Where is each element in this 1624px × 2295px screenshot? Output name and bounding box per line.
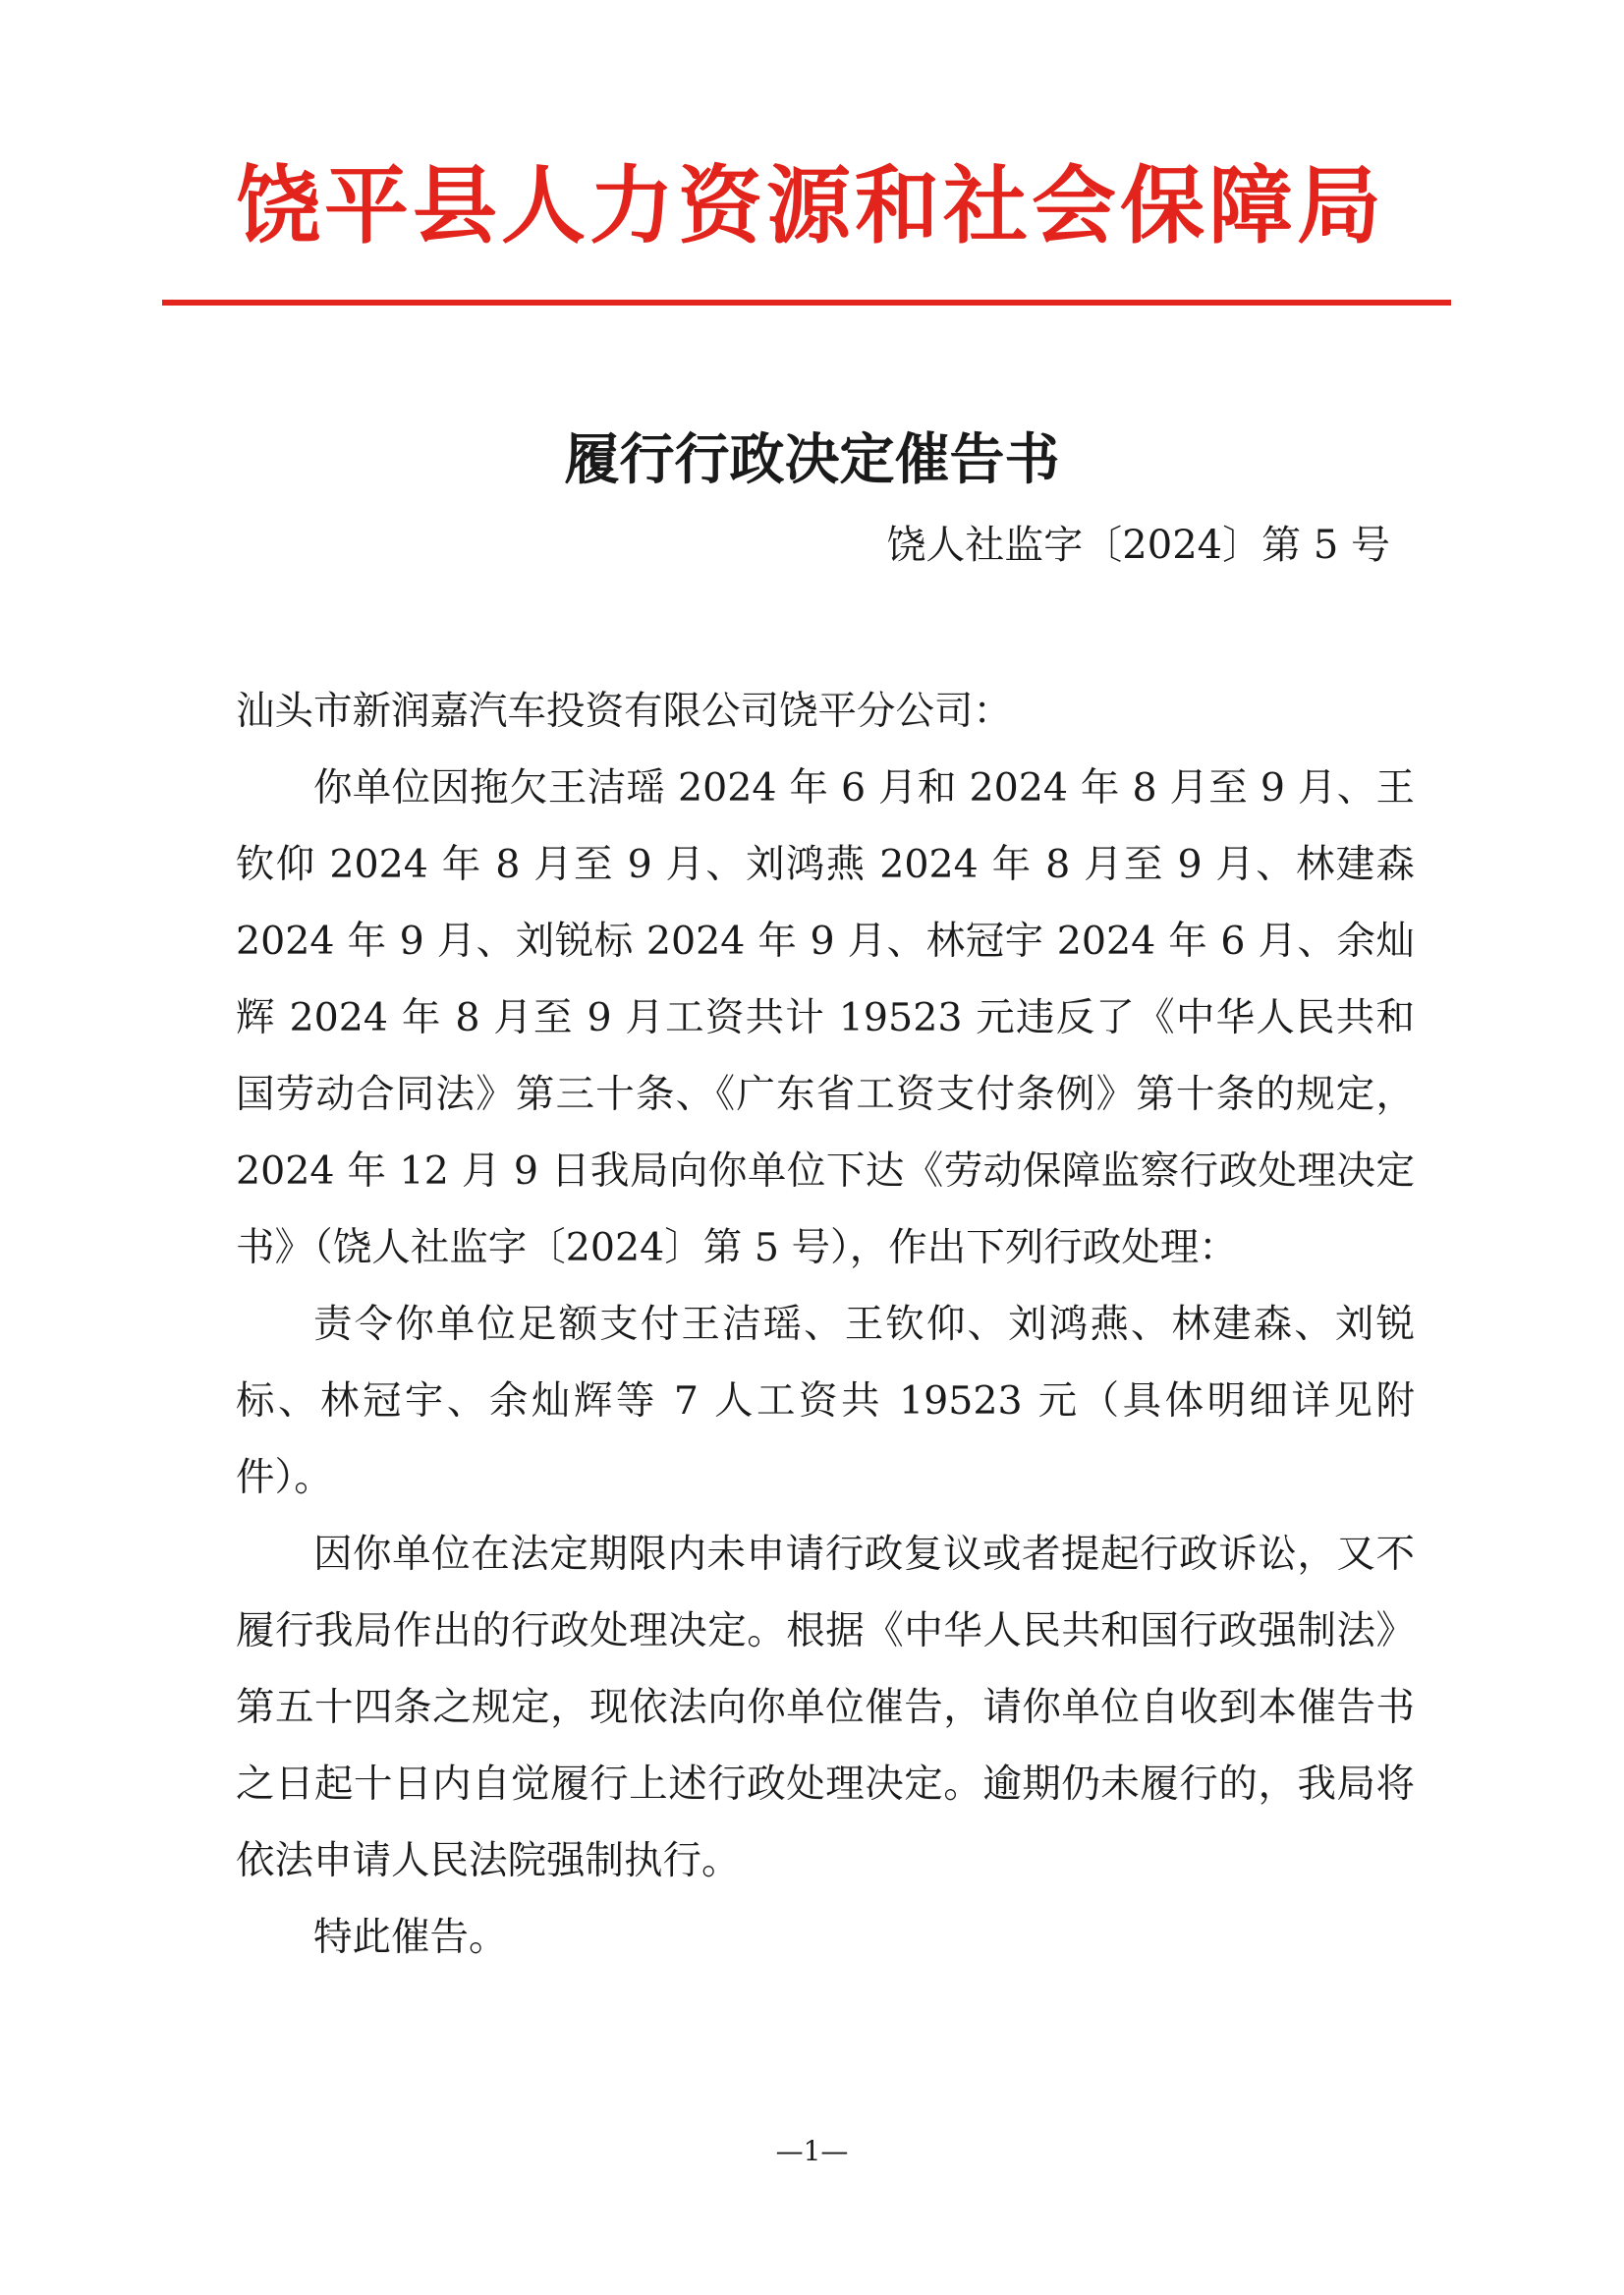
document-body <box>236 673 1415 1976</box>
body-paragraph-closing: 特此催告。 <box>313 1915 508 1960</box>
document-number: 饶人社监字〔2024〕第 5 号 <box>886 523 1390 568</box>
letterhead-red-rule <box>162 300 1451 306</box>
page-number: —1— <box>775 2135 849 2167</box>
body-paragraph-order: 责令你单位足额支付王洁瑶、王钦仰、刘鸿燕、林建森、刘锐标、林冠宇、余灿辉等 7 人工资共 19523 元（具体明细详见附件）。 <box>236 1302 1415 1500</box>
letterhead-org-name: 饶平县人力资源和社会保障局 <box>236 156 1385 255</box>
document-title: 履行行政决定催告书 <box>564 427 1060 492</box>
addressee: 汕头市新润嘉汽车投资有限公司饶平分公司： <box>236 689 1012 734</box>
body-paragraph-notice: 因你单位在法定期限内未申请行政复议或者提起行政诉讼，又不履行我局作出的行政处理决定。根据《中华人民共和国行政强制法》第五十四条之规定，现依法向你单位催告，请你单位自收到本催告书之日起十日内自觉履行上述行政处理决定。逾期仍未履行的，我局将依法申请人民法院强制执行。 <box>236 1532 1415 1883</box>
body-paragraph-facts: 你单位因拖欠王洁瑶 2024 年 6 月和 2024 年 8 月至 9 月、王钦仰 2024 年 8 月至 9 月、刘鸿燕 2024 年 8 月至 9 月、林建森 2024 年 9 月、刘锐标 2024 年 9 月、林冠宇 2024 年 6 月、余灿辉 2024 年 8 月至 9 月工资共计 19523 元违反了《中华人民共和国劳动合同法》第三十条、《广东省工资支付条例》第十条的规定，2024 年 12 月 9 日我局向你单位下达《劳动保障监察行政处理决定书》（饶人社监字〔2024〕第 5 号），作出下列行政处理： <box>236 765 1415 1270</box>
